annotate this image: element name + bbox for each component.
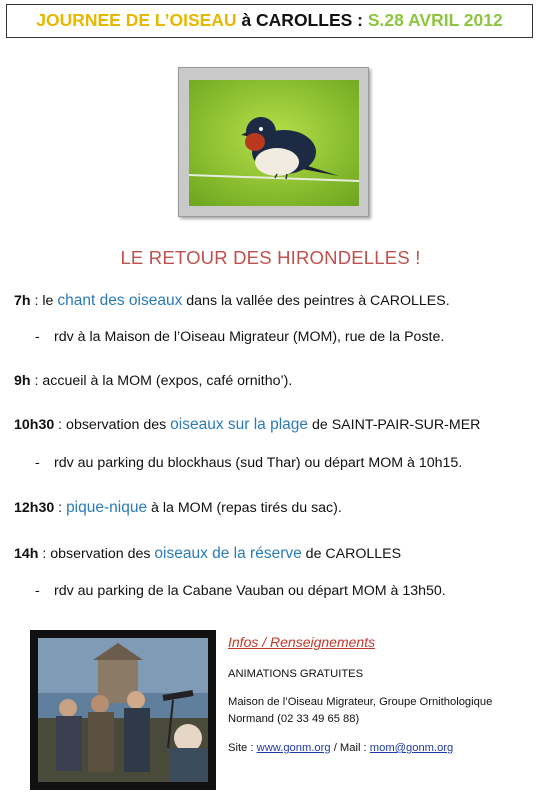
header-date: S.28 AVRIL 2012: [367, 10, 503, 30]
birdwatchers-photo: [38, 638, 208, 782]
schedule-note: [35, 329, 444, 345]
schedule-item-9h: [14, 373, 292, 389]
schedule-item-7h: [14, 292, 450, 310]
info-org-line2: Normand (02 33 49 65 88): [228, 713, 360, 725]
site-label: Site :: [228, 742, 257, 754]
schedule-text: de SAINT-PAIR-SUR-MER: [308, 417, 481, 433]
schedule-text: : accueil à la MOM (expos, café ornitho’).: [30, 373, 293, 389]
schedule-note: [35, 583, 446, 599]
schedule-item-14h: [14, 545, 401, 563]
dash-bullet: -: [35, 583, 40, 599]
schedule-time: 10h30: [14, 417, 55, 433]
schedule-text: : observation des: [38, 546, 155, 562]
header-banner: [6, 4, 533, 38]
schedule-time: 12h30: [14, 500, 55, 516]
schedule-text: de CAROLLES: [301, 546, 402, 562]
note-text: rdv au parking du blockhaus (sud Thar) ou départ MOM à 10h15.: [54, 455, 463, 471]
schedule-text: : observation des: [54, 417, 171, 433]
info-contacts: [228, 742, 453, 754]
dash-bullet: -: [35, 329, 40, 345]
info-free: ANIMATIONS GRATUITES: [228, 668, 364, 680]
schedule-time: 7h: [14, 293, 31, 309]
header-location: à CAROLLES :: [236, 10, 368, 30]
mail-label: / Mail :: [330, 742, 370, 754]
schedule-text: dans la vallée des peintres à CAROLLES.: [182, 293, 450, 309]
dash-bullet: -: [35, 455, 40, 471]
note-text: rdv à la Maison de l’Oiseau Migrateur (MOM), rue de la Poste.: [54, 329, 445, 345]
schedule-text: : le: [30, 293, 58, 309]
note-text: rdv au parking de la Cabane Vauban ou départ MOM à 13h50.: [54, 583, 446, 599]
subtitle: LE RETOUR DES HIRONDELLES !: [120, 247, 421, 268]
schedule-time: 14h: [14, 546, 39, 562]
schedule-note: [35, 455, 462, 471]
schedule-highlight: chant des oiseaux: [57, 292, 183, 309]
schedule-item-12h30: [14, 499, 342, 517]
schedule-text: à la MOM (repas tirés du sac).: [147, 500, 342, 516]
schedule-text: :: [54, 500, 67, 516]
swallow-photo-frame: [178, 67, 369, 217]
schedule-time: 9h: [14, 373, 31, 389]
schedule-highlight: pique-nique: [66, 499, 148, 516]
schedule-highlight: oiseaux sur la plage: [170, 416, 309, 433]
info-title: Infos / Renseignements: [228, 634, 376, 650]
header-event-name: JOURNEE DE L’OISEAU: [36, 10, 237, 30]
schedule-highlight: oiseaux de la réserve: [154, 545, 302, 562]
site-link[interactable]: www.gonm.org: [256, 742, 331, 754]
schedule-item-10h30: [14, 416, 480, 434]
mail-link[interactable]: mom@gonm.org: [369, 742, 454, 754]
info-org-line1: Maison de l’Oiseau Migrateur, Groupe Ornithologique: [228, 696, 493, 708]
swallow-photo: [189, 80, 359, 206]
birdwatchers-photo-frame: [30, 630, 216, 790]
